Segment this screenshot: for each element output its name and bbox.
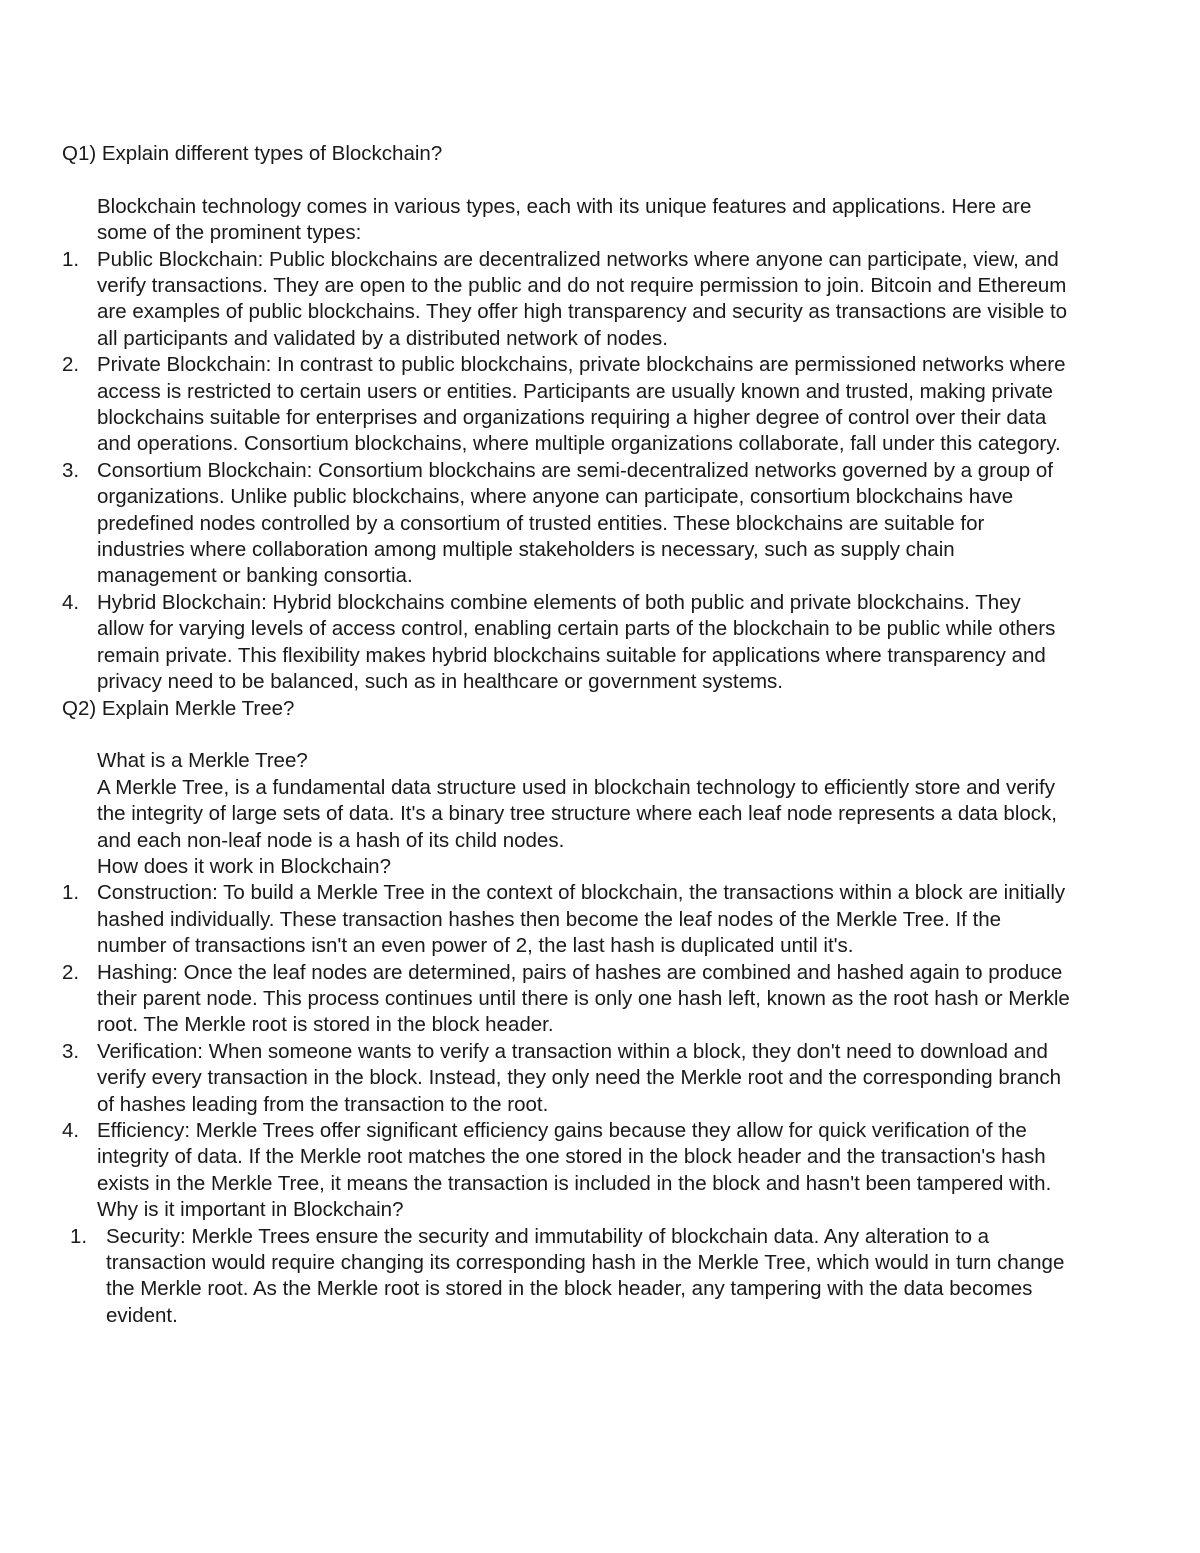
list-number: 4. bbox=[62, 1119, 80, 1142]
list-item bbox=[62, 1039, 1072, 1118]
blockchain-types-list bbox=[62, 247, 1072, 696]
list-item bbox=[62, 960, 1072, 1039]
document-body bbox=[62, 141, 1072, 1329]
list-item bbox=[62, 352, 1072, 458]
list-number: 4. bbox=[62, 590, 80, 614]
q2-heading: Q2) Explain Merkle Tree? bbox=[62, 696, 295, 720]
list-number: 1. bbox=[70, 1224, 88, 1248]
why-heading: Why is it important in Blockchain? bbox=[97, 1198, 404, 1222]
list-item-text: Private Blockchain: In contrast to public blockchains, private blockchains are permissioned networks where access is restricted to certain users or entities. Participants are usually known and trusted, making private blockchains suitable for enterprises and organizations requiring a higher degree of control over their data and operations. Consortium blockchains, where multiple organizations collaborate, fall under this category. bbox=[97, 353, 1066, 456]
why-important-list bbox=[62, 1224, 1072, 1330]
list-number: 1. bbox=[62, 881, 80, 905]
list-number: 3. bbox=[62, 1039, 80, 1063]
list-item bbox=[62, 458, 1072, 590]
list-number: 2. bbox=[62, 353, 80, 377]
list-item-text: Efficiency: Merkle Trees offer significant efficiency gains because they allow for quick verification of the integrity of data. If the Merkle root matches the one stored in the block header and the transaction's hash exists in the Merkle Tree, it means the transaction is included in the block and hasn't been tampered with. bbox=[97, 1119, 1052, 1195]
list-item-text: Consortium Blockchain: Consortium blockchains are semi-decentralized networks governed by a group of organizations. Unlike public blockchains, where anyone can participate, consortium blockchains have predefined nodes controlled by a consortium of trusted entities. These blockchains are suitable for industries where collaboration among multiple stakeholders is necessary, such as supply chain management or banking consortia. bbox=[97, 458, 1053, 588]
list-item-text: Hashing: Once the leaf nodes are determined, pairs of hashes are combined and hashed again to produce their parent node. This process continues until there is only one hash left, known as the root hash or Merkle root. The Merkle root is stored in the block header. bbox=[97, 960, 1070, 1037]
list-item bbox=[62, 1224, 1072, 1330]
q1-intro: Blockchain technology comes in various types, each with its unique features and applications. Here are some of the prominent types: bbox=[97, 194, 1032, 245]
list-item-text: Security: Merkle Trees ensure the security and immutability of blockchain data. Any alteration to a transaction would require changing its corresponding hash in the Merkle Tree, which would in turn change the Merkle root. As the Merkle root is stored in the block header, any tampering with the data becomes evident. bbox=[106, 1224, 1065, 1327]
list-number: 3. bbox=[62, 458, 80, 482]
list-item bbox=[62, 590, 1072, 696]
list-item bbox=[62, 247, 1072, 353]
list-item-text: Public Blockchain: Public blockchains are decentralized networks where anyone can participate, view, and verify transactions. They are open to the public and do not require permission to join. Bitcoin and Ethereum are examples of public blockchains. They offer high transparency and security as transactions are visible to all participants and validated by a distributed network of nodes. bbox=[97, 247, 1068, 350]
how-heading: How does it work in Blockchain? bbox=[97, 854, 391, 878]
list-item bbox=[62, 880, 1072, 959]
list-number: 2. bbox=[62, 960, 80, 984]
list-item bbox=[62, 1118, 1072, 1197]
q1-heading: Q1) Explain different types of Blockchain? bbox=[62, 142, 443, 165]
list-number: 1. bbox=[62, 247, 80, 271]
what-text: A Merkle Tree, is a fundamental data structure used in blockchain technology to efficiently store and verify the integrity of large sets of data. It's a binary tree structure where each leaf node represents a data block, and each non-leaf node is a hash of its child nodes. bbox=[97, 775, 1057, 852]
how-it-works-list bbox=[62, 880, 1072, 1197]
list-item-text: Hybrid Blockchain: Hybrid blockchains combine elements of both public and private blockchains. They allow for varying levels of access control, enabling certain parts of the blockchain to be public while others remain private. This flexibility makes hybrid blockchains suitable for applications where transparency and privacy need to be balanced, such as in healthcare or government systems. bbox=[97, 590, 1056, 694]
what-heading: What is a Merkle Tree? bbox=[97, 749, 308, 773]
list-item-text: Verification: When someone wants to verify a transaction within a block, they don't need to download and verify every transaction in the block. Instead, they only need the Merkle root and the corresponding branch of hashes leading from the transaction to the root. bbox=[97, 1039, 1062, 1116]
list-item-text: Construction: To build a Merkle Tree in the context of blockchain, the transactions within a block are initially hashed individually. These transaction hashes then become the leaf nodes of the Merkle Tree. If the number of transactions isn't an even power of 2, the last hash is duplicated until it's. bbox=[97, 881, 1066, 958]
